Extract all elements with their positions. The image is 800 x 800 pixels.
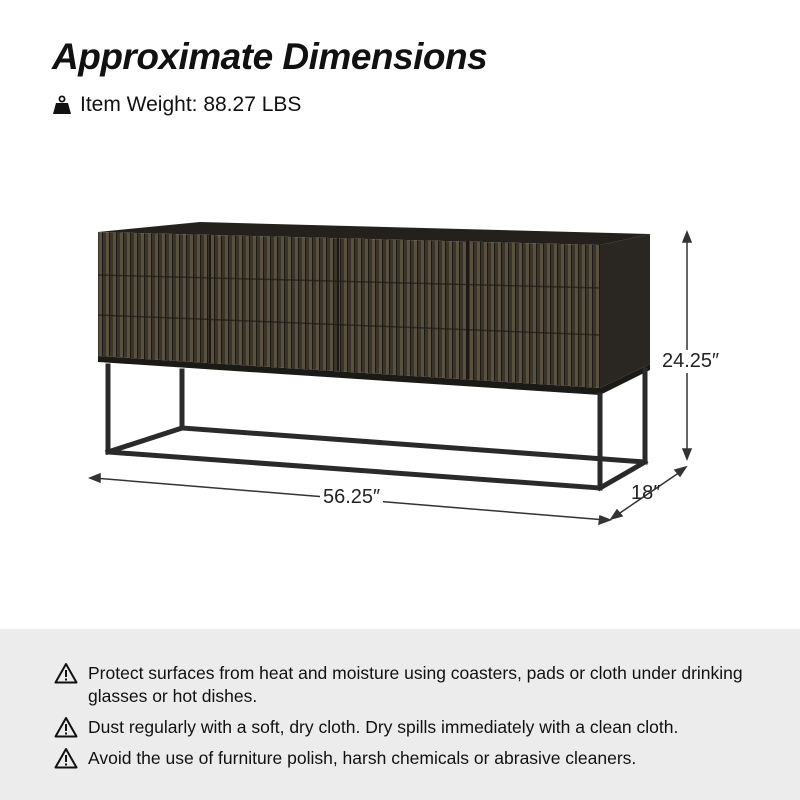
- product-dimension-drawing: [0, 190, 800, 530]
- height-dimension-label: 24.25″: [659, 350, 722, 373]
- warning-icon: [54, 662, 78, 690]
- care-item-text: Dust regularly with a soft, dry cloth. Dry spills immediately with a clean cloth.: [88, 717, 679, 737]
- care-item-text: Protect surfaces from heat and moisture using coasters, pads or cloth under drinking glasses or hot dishes.: [88, 663, 743, 706]
- depth-dimension-label: 18″: [631, 482, 661, 504]
- item-weight-text: Item Weight: 88.27 LBS: [80, 93, 302, 116]
- item-weight: [52, 92, 301, 118]
- page-title: Approximate Dimensions: [52, 36, 488, 77]
- height-dimension-line: [683, 232, 691, 459]
- care-item-text: Avoid the use of furniture polish, harsh chemicals or abrasive cleaners.: [88, 748, 637, 768]
- weight-icon: [52, 95, 72, 115]
- care-item: [54, 747, 766, 775]
- width-dimension-label: 56.25″: [320, 486, 383, 509]
- cabinet-side: [600, 234, 650, 388]
- warning-icon: [54, 716, 78, 744]
- care-instructions-panel: [0, 629, 800, 800]
- warning-icon: [54, 747, 78, 775]
- care-item: [54, 716, 766, 744]
- care-item: [54, 662, 766, 708]
